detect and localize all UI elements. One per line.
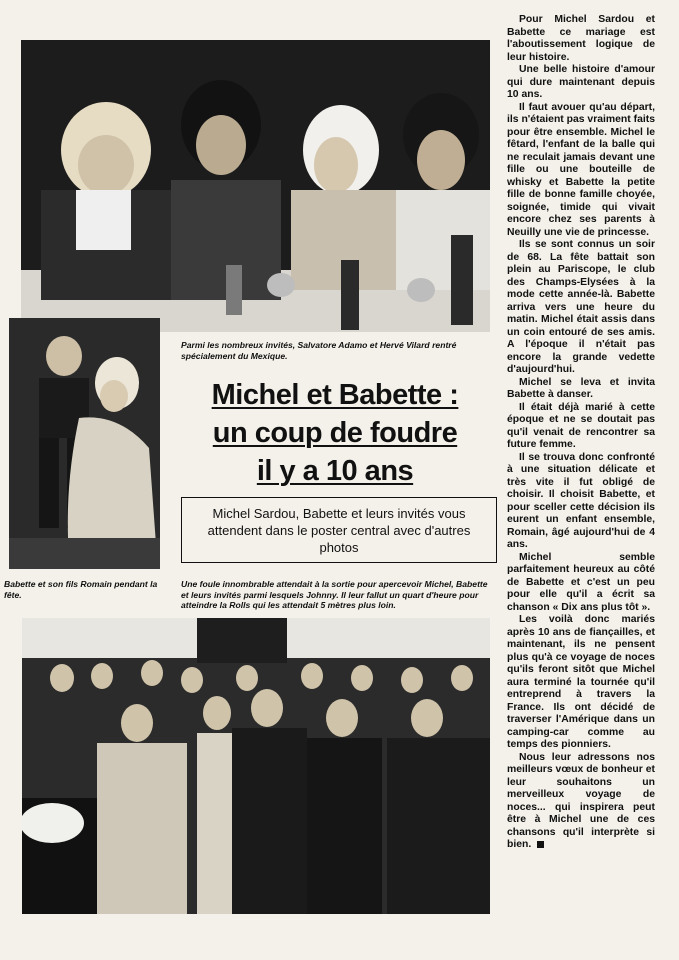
article-paragraph: Une belle histoire d'amour qui dure maintenant depuis 10 ans. — [507, 64, 655, 100]
article-paragraph: Les voilà donc mariés après 10 ans de fiançailles, et maintenant, ils ne pensent plus qu'à ce voyage de noces qu'ils feront sitôt que Michel aura terminé la tournée qu'il entreprend à travers la France. Ils ont décidé de traverser l'Amérique dans un camping-car comme au temps des pionniers. — [507, 614, 655, 750]
article-paragraph-last — [507, 752, 655, 852]
end-of-article-mark — [537, 841, 544, 848]
headline-line-3: il y a 10 ans — [256, 455, 414, 487]
photo-crowd-exit-image — [22, 618, 490, 914]
article-paragraph: Michel se leva et invita Babette à danser. — [507, 376, 655, 400]
article-paragraph: Michel semble parfaitement heureux au côté de Babette et c'est un peu pour elle qu'il a écrit sa chanson « Dix ans plus tôt ». — [507, 551, 655, 613]
poster-notice-text: Michel Sardou, Babette et leurs invités vous attendent dans le poster central avec d'autres photos — [207, 505, 471, 555]
photo-babette-son-image — [9, 318, 160, 569]
headline — [185, 376, 485, 490]
photo-babette-son — [9, 318, 160, 569]
photo-crowd-exit — [22, 618, 490, 914]
article-paragraph: Pour Michel Sardou et Babette ce mariage est l'aboutissement logique de leur histoire. — [507, 14, 655, 63]
article-paragraph: Il était déjà marié à cette époque et ne se doutait pas qu'il venait de rencontrer sa future femme. — [507, 401, 655, 450]
caption-crowd: Une foule innombrable attendait à la sortie pour apercevoir Michel, Babette et leurs invités parmi lesquels Johnny. Il leur fallut un quart d'heure pour atteindre la Rolls qui les attendait 5 mètres plus loin. — [181, 579, 488, 610]
article-paragraph: Il faut avouer qu'au départ, ils n'étaient pas vraiment faits pour être ensemble. Michel le fêtard, l'enfant de la balle qui ne reculait jamais devant une fille ou une bouteille de whisky et Babette la petite fille de bonne famille choyée, soignée, timide qui vivait encore chez ses parents à Neuilly une vie de princesse. — [507, 101, 655, 238]
photo-dinner-guests-image — [21, 40, 490, 332]
article-body — [507, 14, 655, 852]
caption-babette-son: Babette et son fils Romain pendant la fête. — [4, 579, 158, 600]
poster-notice-box — [181, 497, 497, 563]
photo-dinner-guests — [21, 40, 490, 332]
caption-dinner-guests: Parmi les nombreux invités, Salvatore Adamo et Hervé Vilard rentré spécialement du Mexique. — [181, 340, 457, 361]
article-paragraph-last-text: Nous leur adressons nos meilleurs vœux de bonheur et leur souhaitons un merveilleux voyage de noces... qui inspirera peut être à Michel une de ces chansons qu'il interprète si bien. — [507, 751, 655, 850]
headline-line-2: un coup de foudre — [212, 417, 458, 449]
article-paragraph: Ils se sont connus un soir de 68. La fête battait son plein au Pariscope, le club des Champs-Elysées à la mode cette année-là. Babette arriva vers une heure du matin. Michel était assis dans un coin entouré de ses amis. A l'époque il n'était pas encore la grande vedette d'aujourd'hui. — [507, 239, 655, 375]
headline-line-1: Michel et Babette : — [211, 379, 459, 411]
article-paragraph: Il se trouva donc confronté à une situation délicate et très vite il fut obligé de choisir. Il choisit Babette, et pour sceller cette décision ils eurent un enfant ensemble, Romain, âgé aujourd'hui de 4 ans. — [507, 451, 655, 550]
